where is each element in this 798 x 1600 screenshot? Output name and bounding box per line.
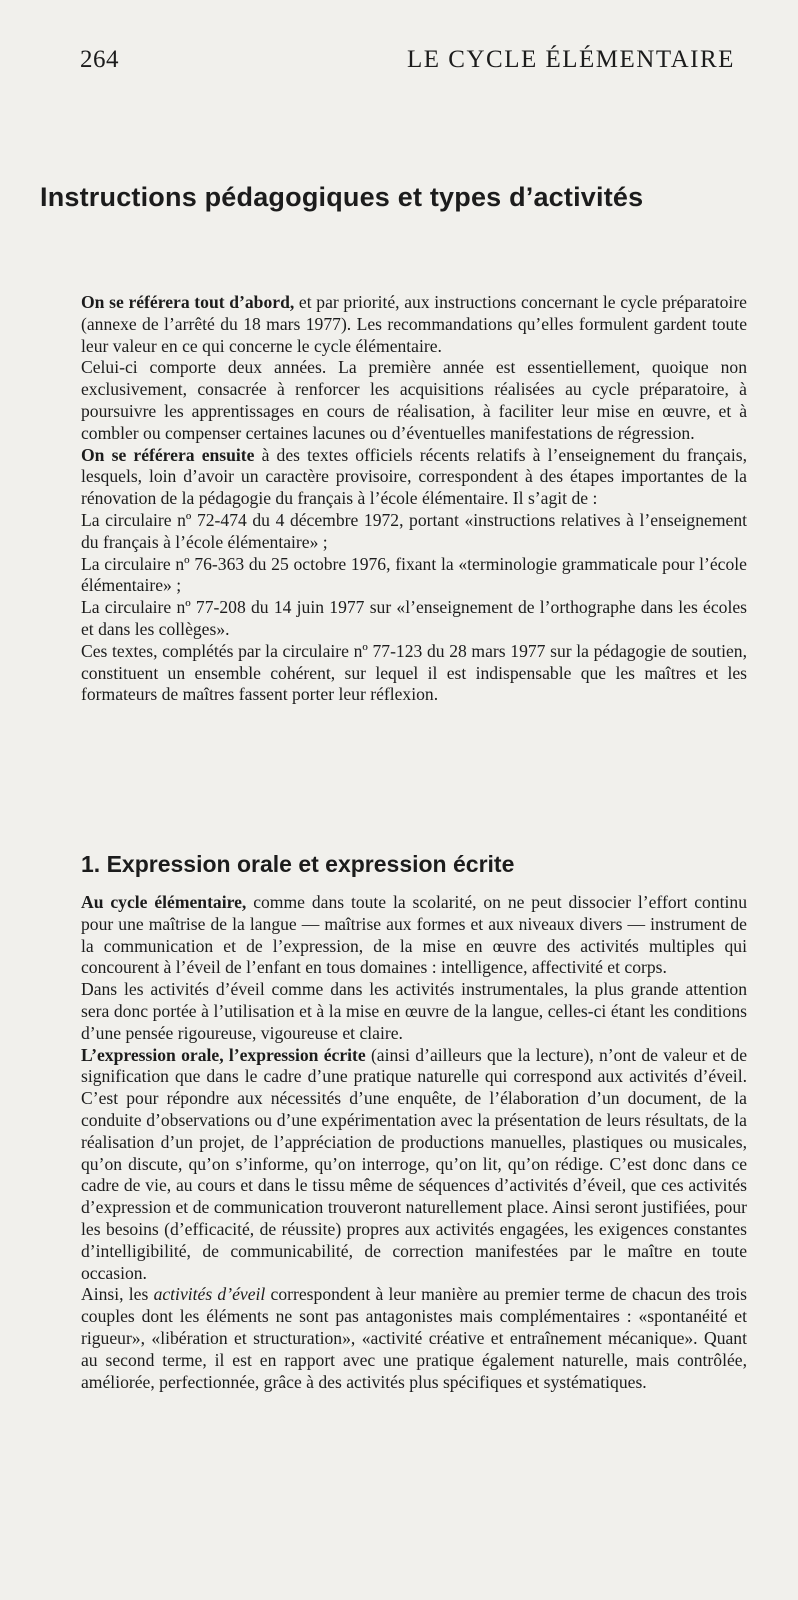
intro-text-block [81,292,747,706]
paragraph [81,1284,747,1393]
paragraph [81,445,747,510]
emphasis: activités d’éveil [153,1284,266,1305]
subsection-heading: 1. Expression orale et expression écrite [81,851,515,877]
circular-item: La circulaire nº 76-363 du 25 octobre 1976, fixant la «terminologie grammaticale pour l’école élémentaire» ; [81,553,747,596]
paragraph-text: (ainsi d’ailleurs que la lecture), n’ont de valeur et de signification que dans le cadre d’une pratique naturelle qui correspond aux activités d’éveil. C’est pour répondre aux nécessités d’une enquête, de l’élaboration d’un document, de la conduite d’observations ou d’une expérimentation avec la présentation de leurs résultats, de la réalisation d’un projet, de l’appréciation de productions manuelles, plastiques ou musicales, qu’on discute, qu’on s’informe, qu’on interroge, qu’on lit, qu’on rédige. C’est donc dans ce cadre de vie, au cours et dans le tissu même de séquences d’activités d’éveil, que ces activités d’expression et de communication trouveront naturellement place. Ainsi seront justifiées, pour les besoins (d’efficacité, de réussite) propres aux activités engagées, les exigences constantes d’intelligibilité, de communicabilité, de correction manifestées par le maître en toute occasion. [81,1044,748,1283]
paragraph [81,292,747,357]
paragraph-text: et par priorité, aux instructions concernant le cycle préparatoire (annexe de l’arrêté du 18 mars 1977). Les recommandations qu’elles formulent gardent toute leur valeur en ce qui concerne le cycle élémentaire. [81,292,747,356]
section-heading: Instructions pédagogiques et types d’activités [40,182,644,212]
lead-in: Au cycle élémentaire, [81,892,247,912]
page-number: 264 [80,46,119,73]
paragraph-text: correspondent à leur manière au premier terme de chacun des trois couples dont les éléments ne sont pas antagonistes mais complémentaires : «spontanéité et rigueur», «libération et structuration», «activité créative et entraînement mécanique». Quant au second terme, il est en rapport avec une pratique également naturelle, mais contrôlée, améliorée, perfectionnée, grâce à des activités plus spécifiques et systématiques. [81,1284,747,1392]
running-header: LE CYCLE ÉLÉMENTAIRE [407,46,735,73]
paragraph: Celui-ci comporte deux années. La première année est essentiellement, quoique non exclusivement, consacrée à renforcer les acquisitions réalisées au cycle préparatoire, à poursuivre les apprentissages en cours de réalisation, à faciliter leur mise en œuvre, et à combler ou compenser certaines lacunes ou d’éventuelles manifestations de régression. [81,357,747,443]
paragraph-text: à des textes officiels récents relatifs à l’enseignement du français, lesquels, loin d’avoir un caractère provisoire, correspondent à des étapes importantes de la rénovation de la pédagogie du français à l’école élémentaire. Il s’agit de : [81,444,747,509]
lead-in: On se référera ensuite [81,444,255,465]
paragraph: Ces textes, complétés par la circulaire nº 77-123 du 28 mars 1977 sur la pédagogie de soutien, constituent un ensemble cohérent, sur lequel il est indispensable que les maîtres et les formateurs de maîtres fassent porter leur réflexion. [81,640,747,705]
lead-in: On se référera tout d’abord, [81,292,295,312]
paragraph: Dans les activités d’éveil comme dans les activités instrumentales, la plus grande attention sera donc portée à l’utilisation et à la mise en œuvre de la langue, celles-ci étant les conditions d’une pensée rigoureuse, vigoureuse et claire. [81,979,747,1043]
circular-item: La circulaire nº 77-208 du 14 juin 1977 sur «l’enseignement de l’orthographe dans les écoles et dans les collèges». [81,597,747,639]
paragraph [81,892,747,979]
paragraph [81,1045,747,1285]
circular-item: La circulaire nº 72-474 du 4 décembre 1972, portant «instructions relatives à l’enseignement du français à l’école élémentaire» ; [81,509,747,552]
paragraph-text: comme dans toute la scolarité, on ne peut dissocier l’effort continu pour une maîtrise de la langue — maîtrise aux formes et aux niveaux divers — instrument de la communication et de l’expression, de la mise en œuvre des activités multiples qui concourent à l’éveil de l’enfant en tous domaines : intelligence, affectivité et corps. [81,892,747,978]
subsection-text-block [81,892,747,1393]
lead-in: L’expression orale, l’expression écrite [81,1044,366,1065]
paragraph-text: Ainsi, les [81,1284,154,1305]
